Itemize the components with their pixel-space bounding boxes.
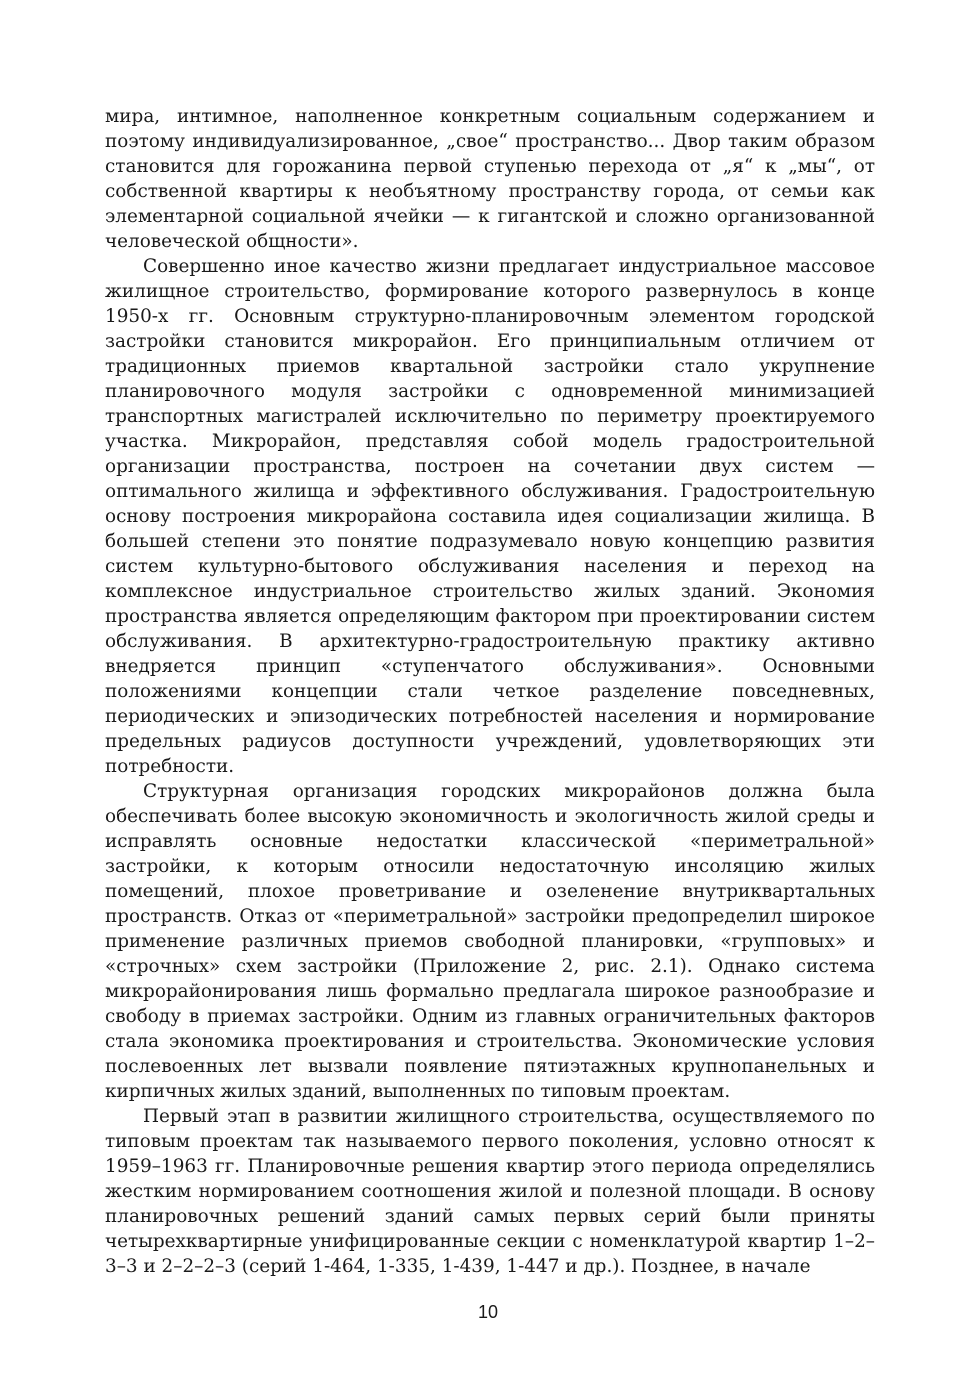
paragraph-continuation: мира, интимное, наполненное конкретным социальным содержанием и поэтому индивидуализированное, „свое“ пространство... Двор таким образом становится для горожанина первой ступенью перехода от „я“ к „мы“, от собственной квартиры к необъятному пространству города, от семьи как элементарной социальной ячейки — к гигантской и сложно организованной человеческой общности». <box>105 106 875 252</box>
paragraph-first-stage: Первый этап в развитии жилищного строительства, осуществляемого по типовым проектам так называемого первого поколения, условно относят к 1959–1963 гг. Планировочные решения квартир этого периода определялись жестким нормированием соотношения жилой и полезной площади. В основу планировочных решений зданий самых первых серий были приняты четырехквартирные унифицированные секции с номенклатурой квартир 1–2–3–3 и 2–2–2–3 (серий 1-464, 1-335, 1-439, 1-447 и др.). Позднее, в начале <box>105 1106 875 1277</box>
paragraph-microdistrict-structure: Структурная организация городских микрорайонов должна была обеспечивать более высокую экономичность и экологичность жилой среды и исправлять основные недостатки классической «периметральной» застройки, к которым относили недостаточную инсоляцию жилых помещений, плохое проветривание и озеленение внутриквартальных пространств. Отказ от «периметральной» застройки предопределил широкое применение различных приемов свободной планировки, «групповых» и «строчных» схем застройки (Приложение 2, рис. 2.1). Однако система микрорайонирования лишь формально предлагала широкое разнообразие и свободу в приемах застройки. Одним из главных ограничительных факторов стала экономика проектирования и строительства. Экономические условия послевоенных лет вызвали появление пятиэтажных крупнопанельных и кирпичных жилых зданий, выполненных по типовым проектам. <box>105 781 875 1102</box>
page-body <box>105 104 875 1279</box>
page-number: 10 <box>477 1302 499 1322</box>
paragraph-mass-housing: Совершенно иное качество жизни предлагает индустриальное массовое жилищное строительство, формирование которого развернулось в конце 1950-х гг. Основным структурно-планировочным элементом городской застройки становится микрорайон. Его принципиальным отличием от традиционных приемов квартальной застройки стало укрупнение планировочного модуля застройки с одновременной минимизацией транспортных магистралей исключительно по периметру проектируемого участка. Микрорайон, представляя собой модель градостроительной организации пространства, построен на сочетании двух систем — оптимального жилища и эффективного обслуживания. Градостроительную основу построения микрорайона составила идея социализации жилища. В большей степени это понятие подразумевало новую концепцию развития систем культурно-бытового обслуживания населения и переход на комплексное индустриальное строительство жилых зданий. Экономия пространства является определяющим фактором при проектировании систем обслуживания. В архитектурно-градостроительную практику активно внедряется принцип «ступенчатого обслуживания». Основными положениями концепции стали четкое разделение повседневных, периодических и эпизодических потребностей населения и нормирование предельных радиусов доступности учреждений, удовлетворяющих эти потребности. <box>105 256 875 777</box>
